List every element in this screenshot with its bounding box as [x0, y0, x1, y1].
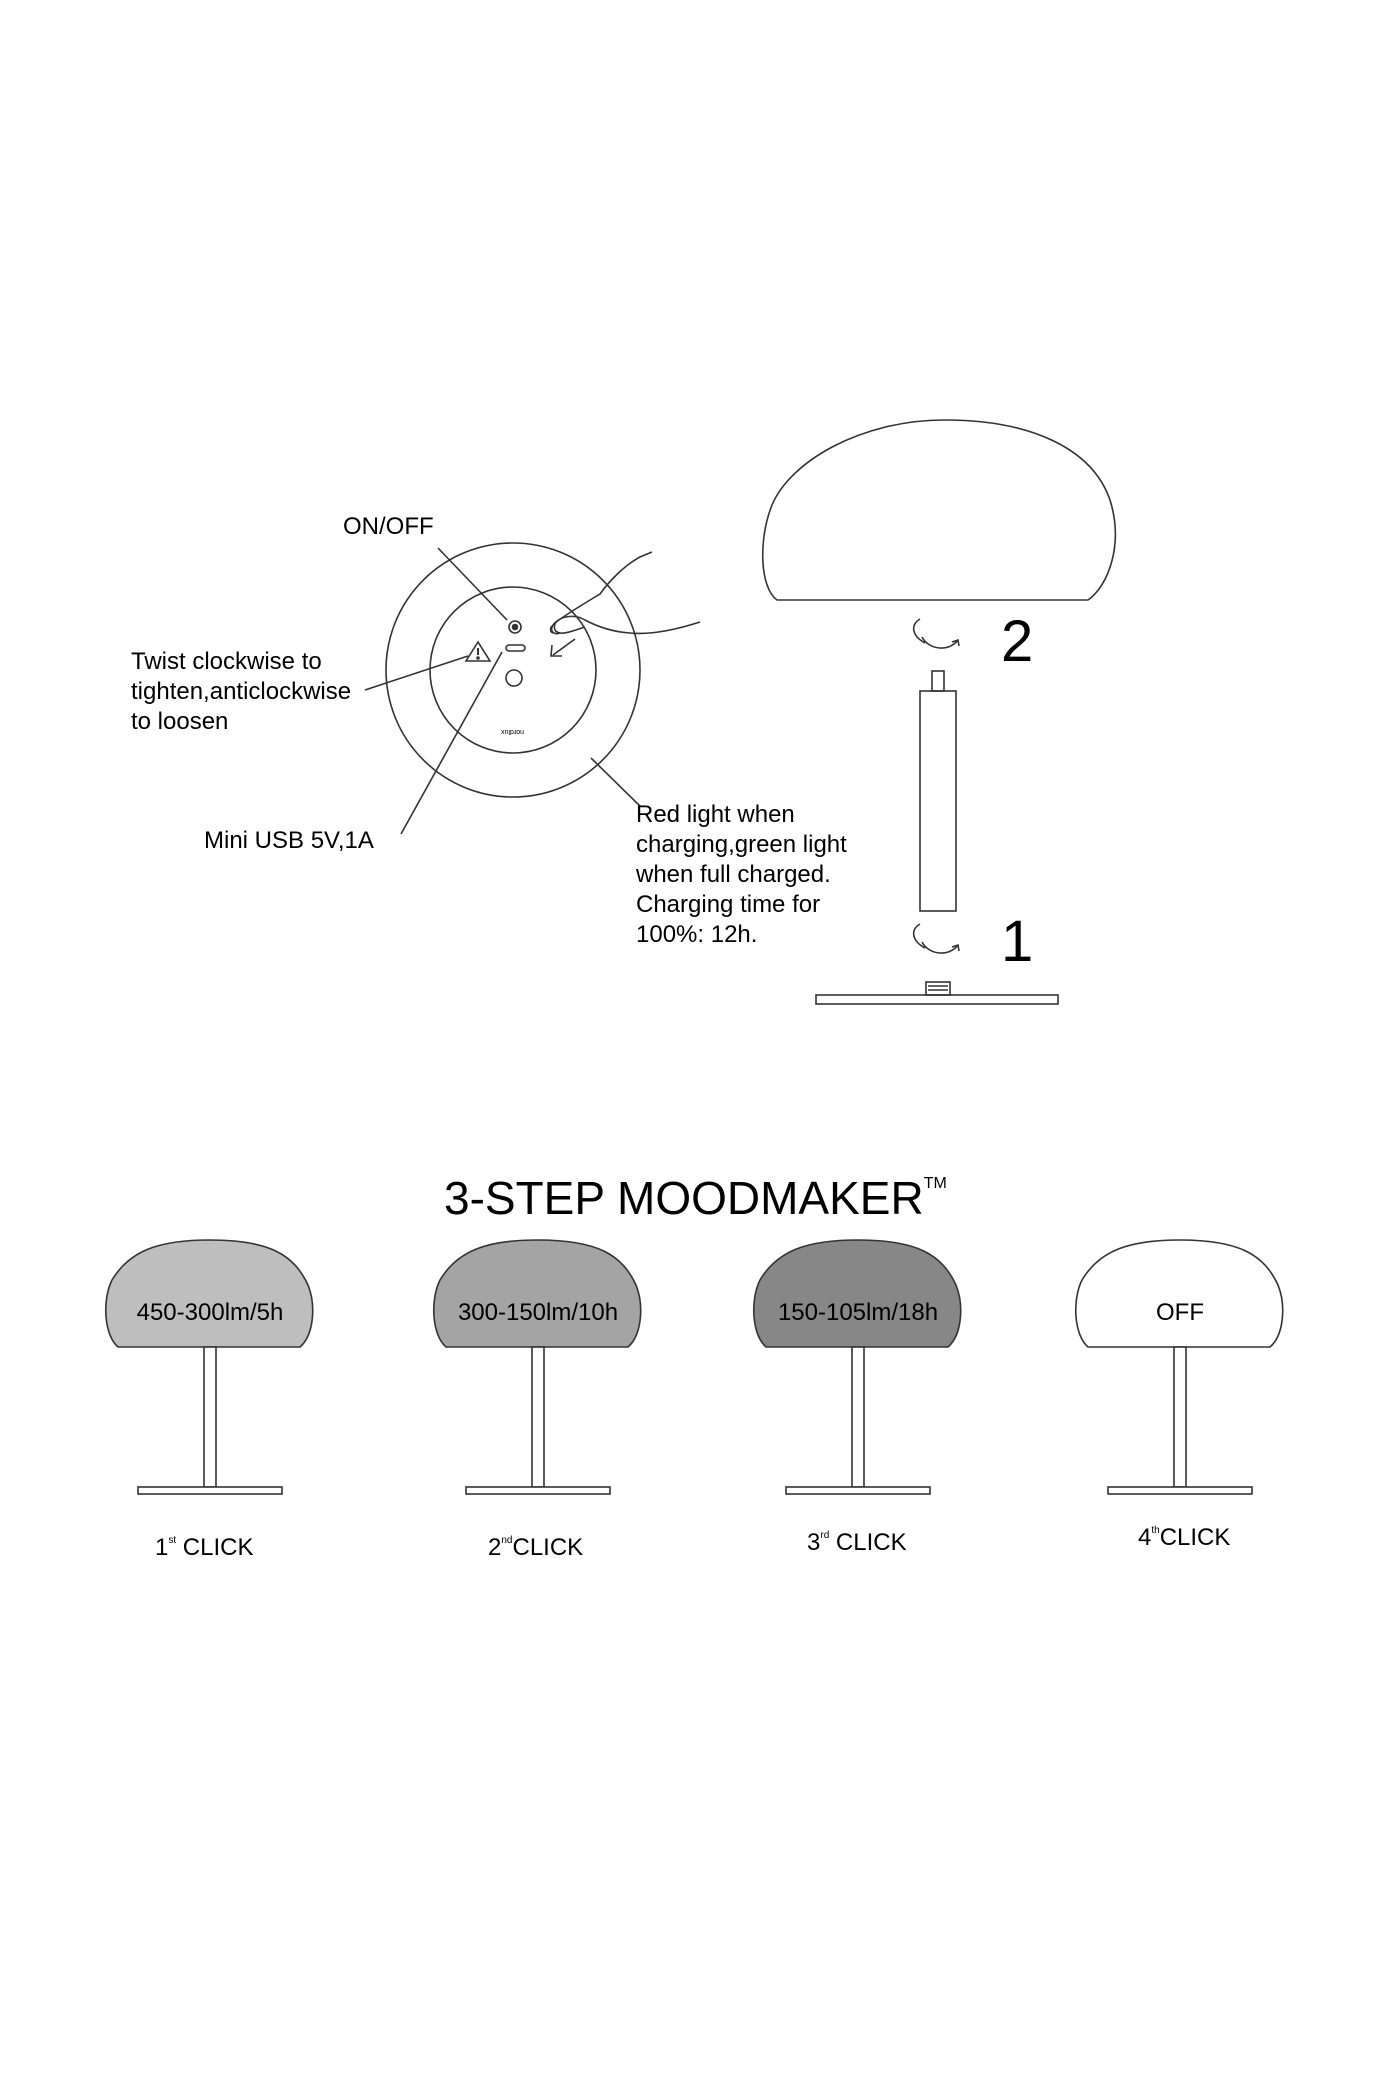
charging-note-line-3: when full charged. [636, 861, 831, 888]
base-plate [816, 995, 1058, 1004]
charging-note-line-2: charging,green light [636, 831, 847, 858]
twist-instruction-line-3: to loosen [131, 708, 229, 735]
usb-label: Mini USB 5V,1A [204, 827, 374, 854]
twist-instruction-line-1: Twist clockwise to [131, 648, 322, 675]
pointing-hand-icon [551, 552, 700, 634]
mood-lamp-1-shade [106, 1240, 313, 1347]
mood-lamp-1-base [138, 1487, 282, 1494]
mood-lamps [106, 1240, 1283, 1494]
mood-lamp-4-base [1108, 1487, 1252, 1494]
mood-lamp-4-shade [1076, 1240, 1283, 1347]
mood-lamp-3-base [786, 1487, 930, 1494]
lamp-pole [920, 691, 956, 911]
mood-lamp-4-pole [1174, 1347, 1186, 1487]
mood-lamp-2-base [466, 1487, 610, 1494]
press-arrow-icon [551, 639, 575, 656]
mode-2-output-label: 300-150lm/10h [457, 1299, 619, 1326]
mode-4-click-label: 4thCLICK [1138, 1524, 1231, 1551]
charge-indicator-led [506, 670, 522, 686]
twist-instruction-line-2: tighten,anticlockwise [131, 678, 352, 705]
trademark-mark: TM [923, 1175, 947, 1192]
mode-3-click-label: 3rd CLICK [807, 1529, 907, 1556]
base-connector [926, 982, 950, 995]
mode-3-output-label: 150-105lm/18h [777, 1299, 939, 1326]
mini-usb-port[interactable] [506, 645, 525, 651]
mood-lamp-2-shade [434, 1240, 641, 1347]
mood-lamp-4 [1076, 1240, 1283, 1494]
mood-lamp-2 [434, 1240, 641, 1494]
base-underside-diagram [386, 543, 700, 797]
on-off-label: ON/OFF [343, 513, 434, 540]
base-brand-label: nordlux [501, 728, 524, 735]
assembly-step-2: 2 [1001, 609, 1034, 674]
mode-2-click-label: 2ndCLICK [488, 1534, 584, 1561]
charging-note-line-1: Red light when [636, 801, 795, 828]
mood-lamp-1-pole [204, 1347, 216, 1487]
assembly-step-1: 1 [1001, 909, 1034, 974]
mood-lamp-3-shade [754, 1240, 961, 1347]
rotate-arrow-icon-step-1 [914, 924, 959, 953]
charging-note-line-5: 100%: 12h. [636, 921, 758, 948]
mode-1-output-label: 450-300lm/5h [136, 1299, 284, 1326]
warning-icon [466, 642, 490, 661]
moodmaker-title: 3-STEP MOODMAKER™ [444, 1172, 947, 1224]
mood-lamp-1 [106, 1240, 313, 1494]
mood-lamp-2-pole [532, 1347, 544, 1487]
mood-lamp-3 [754, 1240, 961, 1494]
leader-lines [365, 548, 640, 834]
charging-note-line-4: Charging time for [636, 891, 821, 918]
mood-lamp-3-pole [852, 1347, 864, 1487]
rotate-arrow-icon-step-2 [914, 619, 959, 648]
lamp-shade [763, 420, 1116, 600]
mode-4-output-label: OFF [1156, 1299, 1204, 1326]
connector-top [932, 671, 944, 691]
mode-1-click-label: 1st CLICK [155, 1534, 254, 1561]
